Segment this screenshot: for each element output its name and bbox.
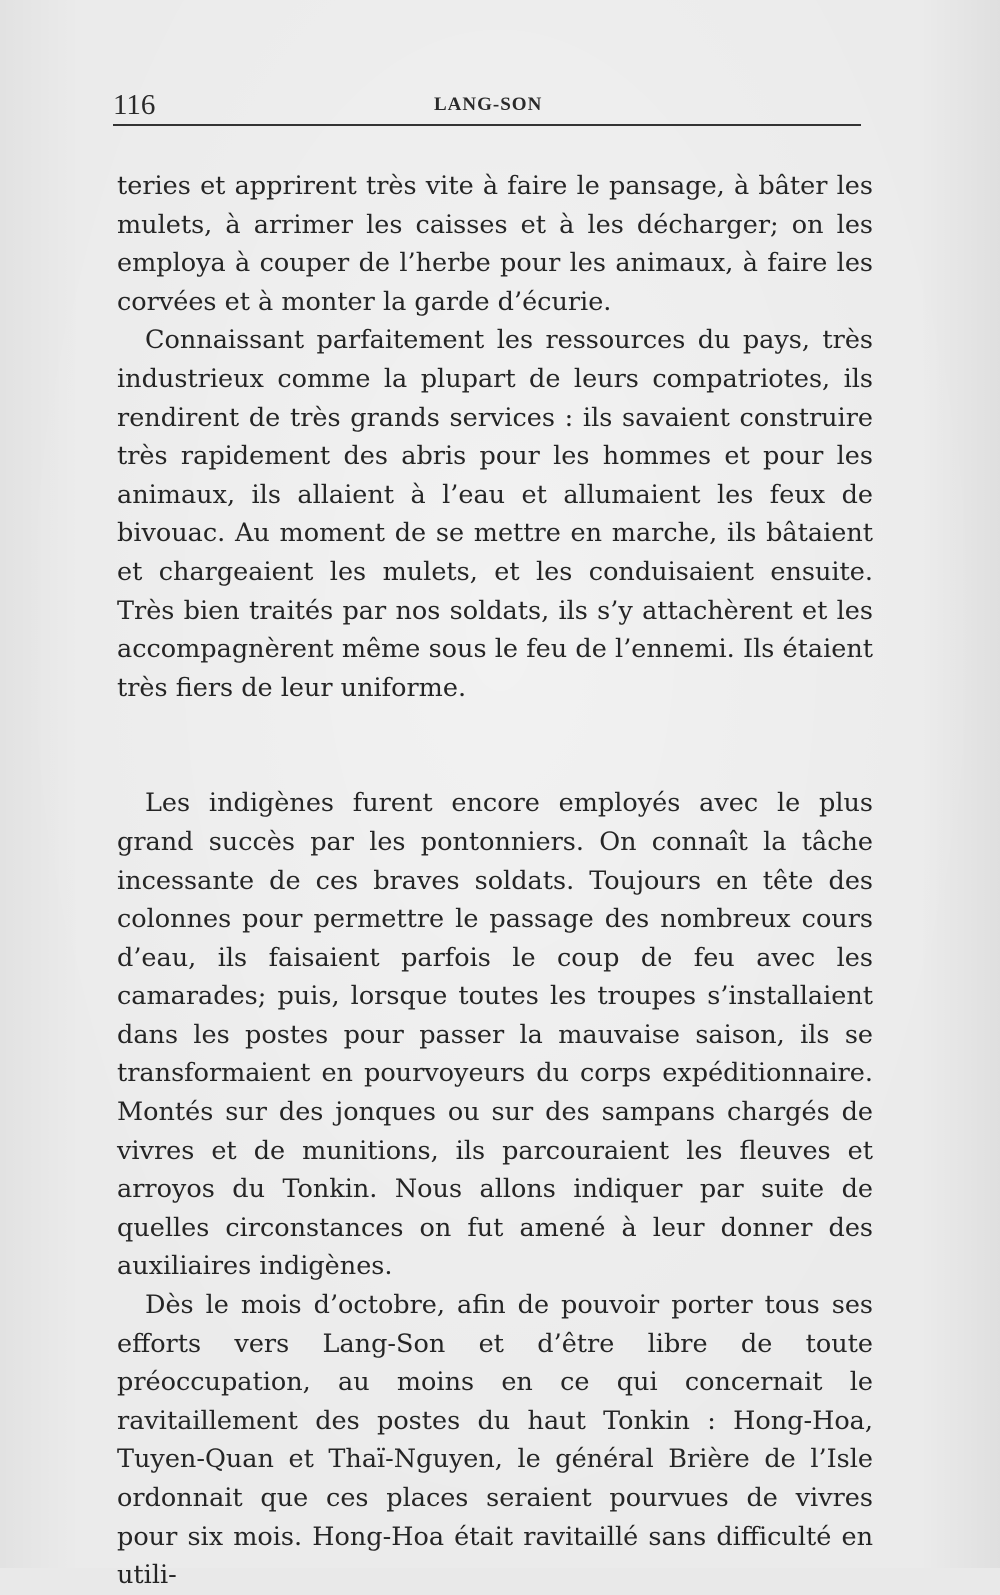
paragraph-2: Connaissant parfaitement les ressources du pays, très industrieux comme la plupart de leurs compatriotes, ils rendirent de très grands services : ils savaient construire très rapidement des abris pour les hommes et pour les animaux, ils allaient à l’eau et allumaient les feux de bivouac. Au moment de se mettre en marche, ils bâtaient et chargeaient les mulets, et les conduisaient ensuite. Très bien traités par nos soldats, ils s’y attachèrent et les accompagnèrent même sous le feu de l’ennemi. Ils étaient très fiers de leur uniforme. bbox=[117, 325, 873, 703]
running-head: LANG-SON bbox=[434, 94, 543, 115]
paragraph-4: Dès le mois d’octobre, afin de pouvoir porter tous ses efforts vers Lang-Son et d’être libre de toute préoccupation, au moins en ce qui concernait le ravitaillement des postes du haut Tonkin : Hong-Hoa, Tuyen-Quan et Thaï-Nguyen, le général Brière de l’Isle ordonnait que ces places seraient pourvues de vivres pour six mois. Hong-Hoa était ravitaillé sans difficulté en utili- bbox=[117, 1290, 873, 1591]
section-gap bbox=[117, 707, 873, 784]
paragraph-1: teries et apprirent très vite à faire le pansage, à bâter les mulets, à arrimer les caisses et à les décharger; on les employa à couper de l’herbe pour les animaux, à faire les corvées et à monter la garde d’écurie. bbox=[117, 171, 873, 317]
body-text bbox=[117, 167, 873, 1595]
page-number: 116 bbox=[113, 89, 156, 121]
header-rule bbox=[113, 124, 861, 126]
paragraph-3: Les indigènes furent encore employés avec le plus grand succès par les pontonniers. On connaît la tâche incessante de ces braves soldats. Toujours en tête des colonnes pour permettre le passage des nombreux cours d’eau, ils faisaient parfois le coup de feu avec les camarades; puis, lorsque toutes les troupes s’installaient dans les postes pour passer la mauvaise saison, ils se transformaient en pourvoyeurs du corps expéditionnaire. Montés sur des jonques ou sur des sampans chargés de vivres et de munitions, ils parcouraient les fleuves et arroyos du Tonkin. Nous allons indiquer par suite de quelles circonstances on fut amené à leur donner des auxiliaires indigènes. bbox=[117, 788, 873, 1282]
page-header bbox=[113, 88, 861, 124]
